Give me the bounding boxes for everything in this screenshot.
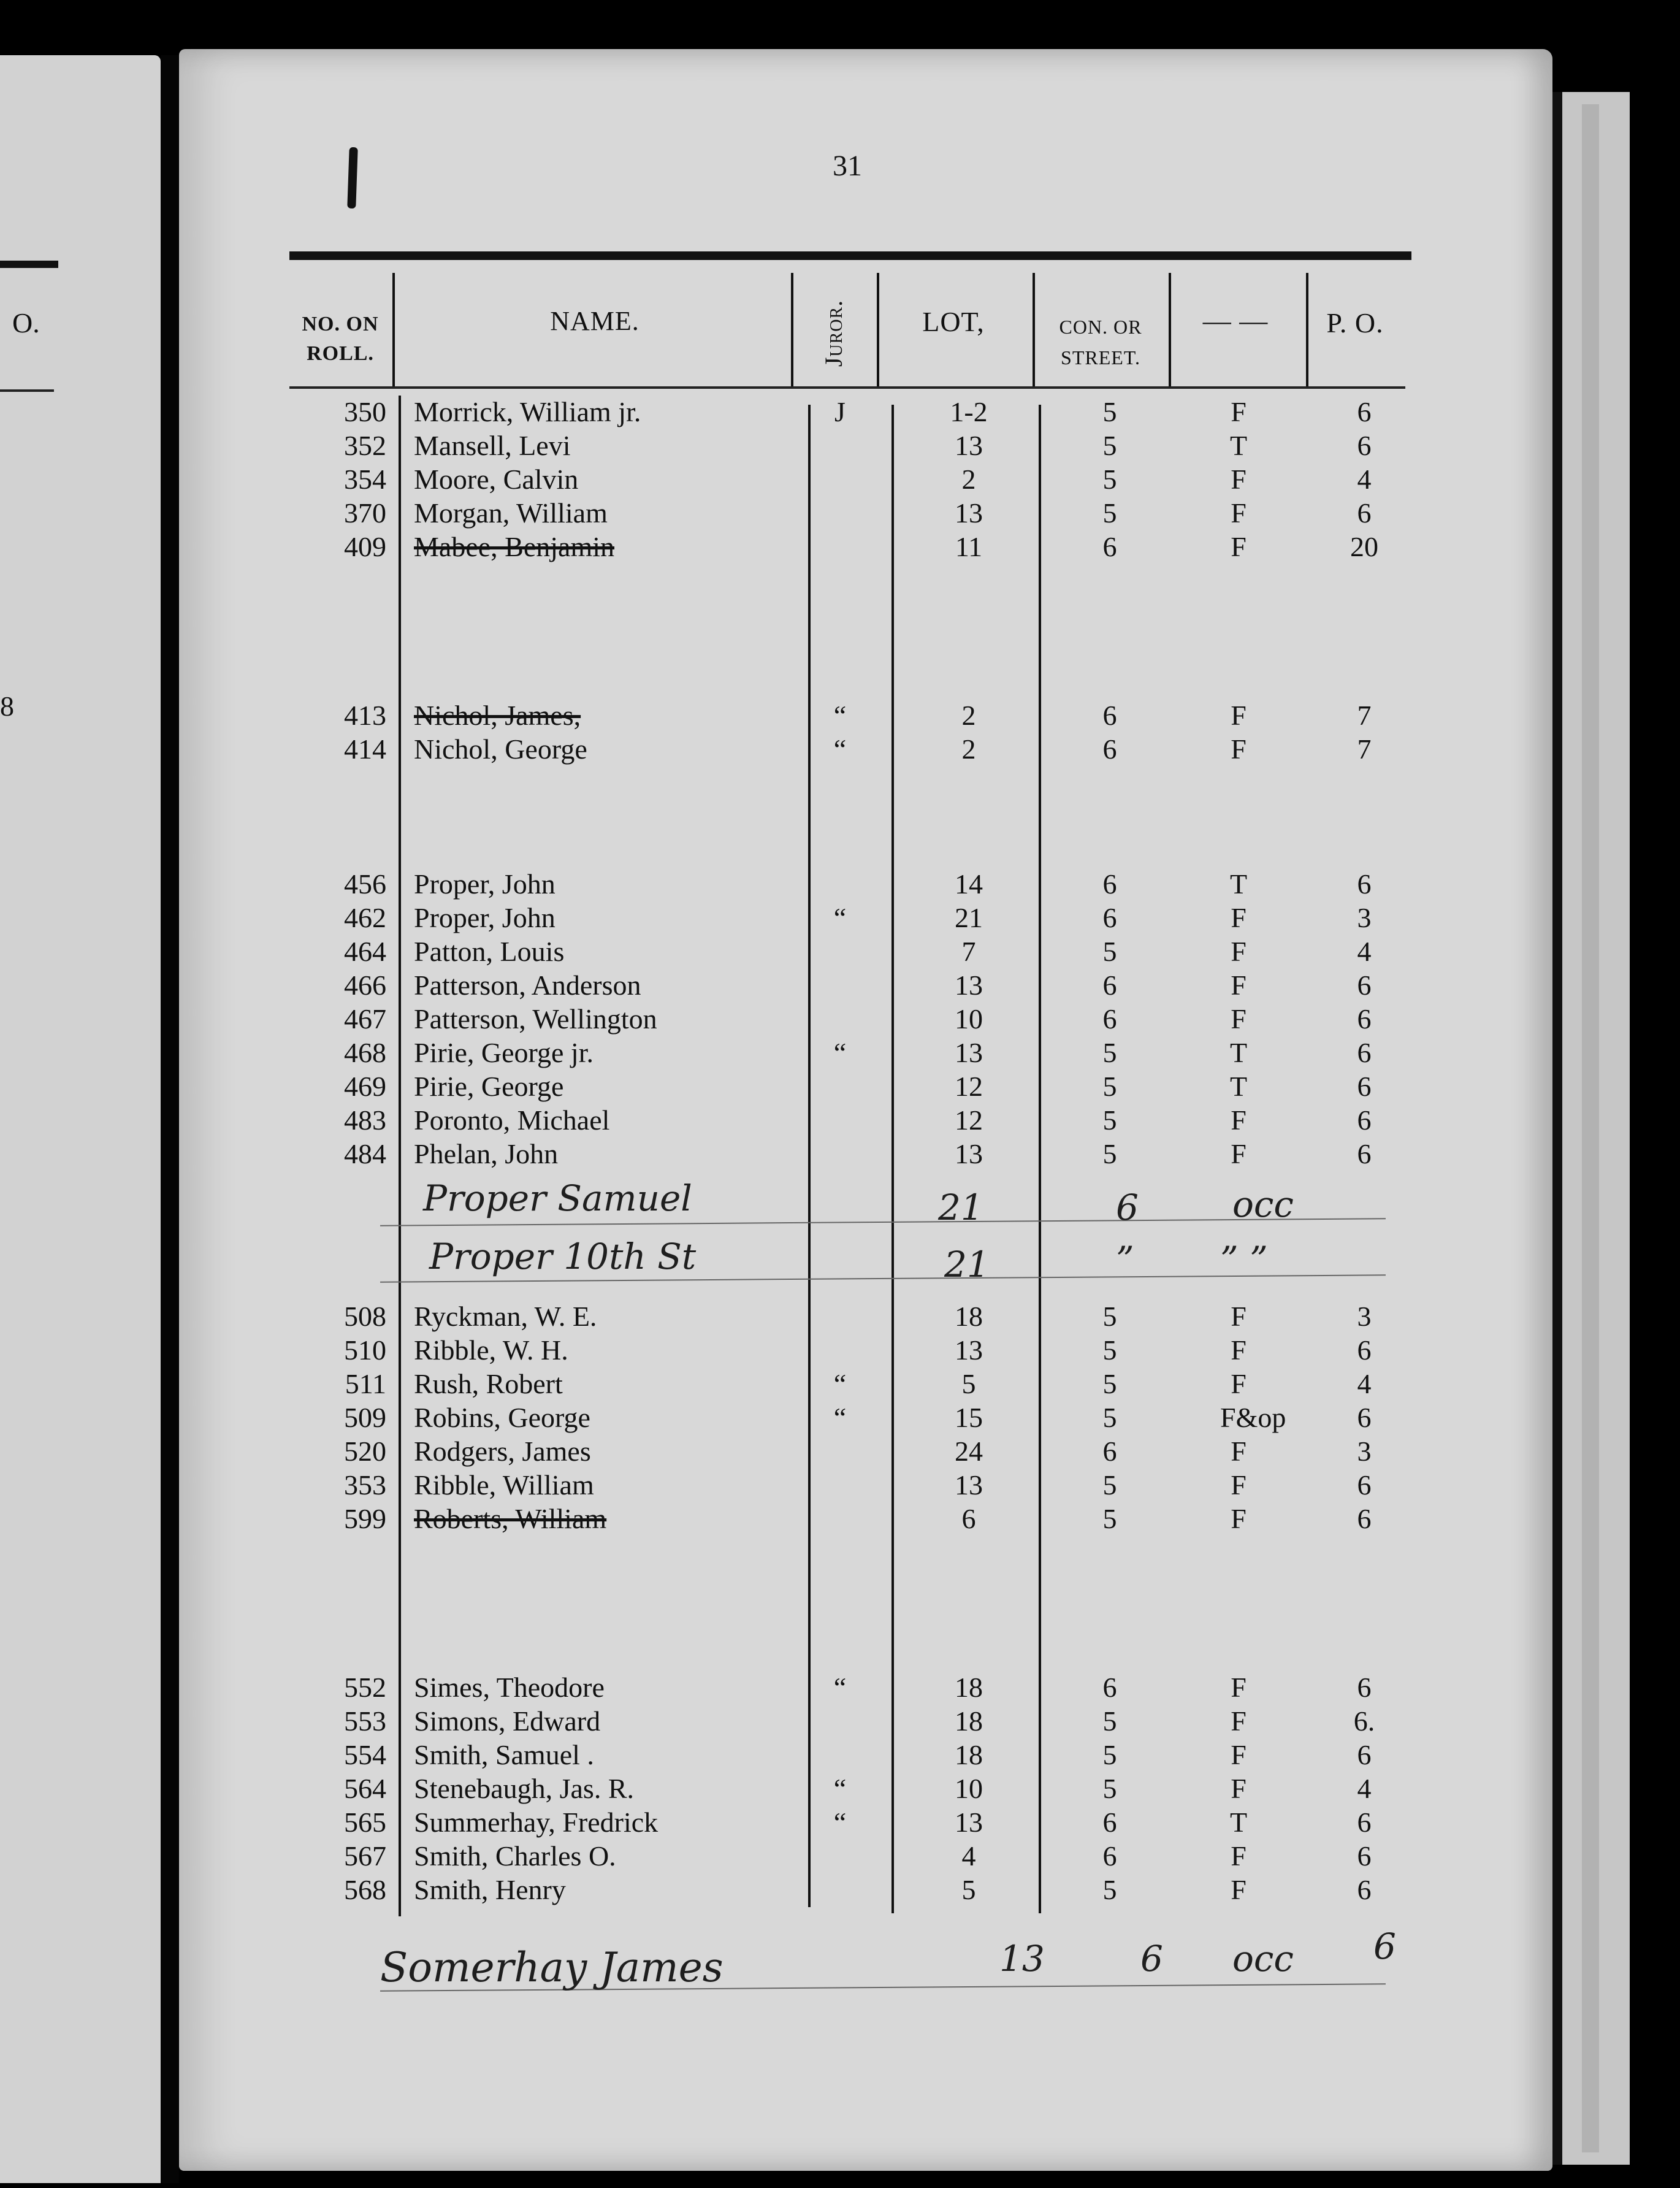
row-name: Phelan, John	[414, 1138, 559, 1169]
handwritten-con: ”	[1116, 1239, 1134, 1280]
row-lot: 18	[955, 1301, 983, 1332]
row-name: Pirie, George	[414, 1071, 564, 1102]
row-name: Morgan, William	[414, 497, 608, 529]
row-name: Proper, John	[414, 902, 556, 933]
row-con-or-street: 5	[1102, 1071, 1117, 1102]
row-roll-number: 508	[344, 1301, 386, 1332]
handwritten-type: occ	[1232, 1938, 1294, 1980]
table-row	[0, 396, 1680, 429]
row-name: Rodgers, James	[414, 1436, 591, 1467]
row-post-office: 6	[1357, 1138, 1372, 1169]
row-name: Mabee, Benjamin	[414, 531, 615, 562]
row-lot: 21	[955, 902, 983, 933]
row-post-office: 6	[1357, 1334, 1372, 1366]
row-roll-number: 353	[344, 1469, 386, 1501]
table-row	[0, 1806, 1680, 1839]
row-post-office: 4	[1357, 936, 1372, 967]
row-roll-number: 350	[344, 396, 386, 427]
row-juror-mark: “	[833, 700, 847, 731]
row-tenure: F	[1231, 902, 1247, 933]
table-row	[0, 901, 1680, 935]
row-lot: 13	[955, 1138, 983, 1169]
row-name: Smith, Samuel .	[414, 1739, 594, 1770]
row-roll-number: 414	[344, 733, 386, 765]
row-post-office: 6	[1357, 430, 1372, 461]
row-post-office: 4	[1357, 1773, 1372, 1804]
row-roll-number: 565	[344, 1807, 386, 1838]
handwritten-name: Proper Samuel	[423, 1177, 692, 1219]
row-name: Roberts, William	[414, 1503, 607, 1534]
row-name: Nichol, James,	[414, 700, 581, 731]
row-name: Smith, Charles O.	[414, 1840, 616, 1872]
column-divider	[392, 273, 395, 386]
row-lot: 2	[961, 733, 976, 765]
row-name: Nichol, George	[414, 733, 587, 765]
row-con-or-street: 5	[1102, 464, 1117, 495]
row-tenure: T	[1229, 1071, 1248, 1102]
row-name: Patton, Louis	[414, 936, 565, 967]
table-row	[0, 1070, 1680, 1103]
row-roll-number: 409	[344, 531, 386, 562]
row-lot: 18	[955, 1672, 983, 1703]
table-row	[0, 1469, 1680, 1502]
header-lot: LOT,	[922, 306, 985, 337]
row-con-or-street: 5	[1102, 1138, 1117, 1169]
row-name: Ribble, W. H.	[414, 1334, 568, 1366]
row-lot: 14	[955, 868, 983, 900]
row-con-or-street: 6	[1102, 902, 1117, 933]
row-roll-number: 483	[344, 1104, 386, 1136]
row-juror-mark: “	[833, 902, 847, 933]
row-name: Pirie, George jr.	[414, 1037, 594, 1068]
row-con-or-street: 6	[1102, 531, 1117, 562]
row-tenure: F	[1231, 1003, 1247, 1035]
row-roll-number: 370	[344, 497, 386, 529]
table-row	[0, 868, 1680, 901]
header-post-office: P. O.	[1326, 307, 1384, 339]
row-post-office: 6	[1357, 1071, 1372, 1102]
table-row	[0, 1036, 1680, 1069]
row-tenure: F	[1231, 1334, 1247, 1366]
row-tenure: F	[1231, 1138, 1247, 1169]
handwritten-con: 6	[1140, 1938, 1163, 1980]
row-con-or-street: 5	[1102, 1874, 1117, 1905]
row-tenure: F	[1231, 1436, 1247, 1467]
left-page-rule	[0, 261, 58, 268]
table-row	[0, 935, 1680, 968]
row-con-or-street: 5	[1102, 1773, 1117, 1804]
row-lot: 13	[955, 1334, 983, 1366]
handwritten-lot: 21	[944, 1244, 990, 1285]
row-con-or-street: 6	[1102, 1672, 1117, 1703]
row-tenure: F	[1231, 1503, 1247, 1534]
row-lot: 2	[961, 700, 976, 731]
row-tenure: T	[1229, 1807, 1248, 1838]
row-juror-mark: J	[834, 396, 846, 427]
row-roll-number: 520	[344, 1436, 386, 1467]
header-dash: — —	[1202, 305, 1269, 336]
header-juror	[791, 299, 877, 367]
header-con-or-street: CON. OR STREET.	[1059, 316, 1142, 369]
row-name: Poronto, Michael	[414, 1104, 610, 1136]
row-lot: 10	[955, 1003, 983, 1035]
table-row	[0, 1401, 1680, 1434]
row-tenure: F&op	[1220, 1402, 1286, 1433]
row-name: Simons, Edward	[414, 1705, 601, 1737]
row-tenure: T	[1229, 1037, 1248, 1068]
table-row	[0, 497, 1680, 530]
row-roll-number: 511	[345, 1368, 386, 1399]
row-roll-number: 467	[344, 1003, 386, 1035]
row-roll-number: 464	[344, 936, 386, 967]
row-tenure: F	[1231, 1874, 1247, 1905]
row-con-or-street: 6	[1102, 1807, 1117, 1838]
row-name: Robins, George	[414, 1402, 590, 1433]
table-row	[0, 463, 1680, 496]
row-lot: 11	[955, 531, 983, 562]
row-post-office: 7	[1357, 733, 1372, 765]
left-page-fragment-o: O.	[12, 307, 40, 339]
row-roll-number: 510	[344, 1334, 386, 1366]
row-lot: 18	[955, 1705, 983, 1737]
left-page-fragment-8: 8	[0, 690, 14, 722]
table-row	[0, 1873, 1680, 1907]
row-name: Stenebaugh, Jas. R.	[414, 1773, 635, 1804]
row-con-or-street: 5	[1102, 1705, 1117, 1737]
row-lot: 10	[955, 1773, 983, 1804]
row-tenure: F	[1231, 1739, 1247, 1770]
row-post-office: 6	[1357, 1672, 1372, 1703]
row-tenure: F	[1231, 1301, 1247, 1332]
header-juror-label: Juror.	[820, 299, 848, 367]
row-lot: 15	[955, 1402, 983, 1433]
row-name: Proper, John	[414, 868, 556, 900]
row-tenure: F	[1231, 464, 1247, 495]
row-juror-mark: “	[833, 1402, 847, 1433]
row-con-or-street: 6	[1102, 733, 1117, 765]
table-row	[0, 1739, 1680, 1772]
row-tenure: F	[1231, 1705, 1247, 1737]
row-name: Simes, Theodore	[414, 1672, 605, 1703]
row-tenure: F	[1231, 1368, 1247, 1399]
row-lot: 12	[955, 1104, 983, 1136]
row-post-office: 3	[1357, 1436, 1372, 1467]
row-roll-number: 552	[344, 1672, 386, 1703]
row-juror-mark: “	[833, 733, 847, 765]
row-lot: 13	[955, 1037, 983, 1068]
row-roll-number: 354	[344, 464, 386, 495]
table-row	[0, 969, 1680, 1002]
row-con-or-street: 5	[1102, 1469, 1117, 1501]
row-lot: 6	[961, 1503, 976, 1534]
row-lot: 24	[955, 1436, 983, 1467]
row-con-or-street: 6	[1102, 868, 1117, 900]
row-lot: 12	[955, 1071, 983, 1102]
row-juror-mark: “	[833, 1037, 847, 1068]
row-con-or-street: 5	[1102, 1368, 1117, 1399]
row-post-office: 6	[1357, 970, 1372, 1001]
row-con-or-street: 6	[1102, 1003, 1117, 1035]
table-row	[0, 1003, 1680, 1036]
row-name: Mansell, Levi	[414, 430, 571, 461]
row-lot: 13	[955, 497, 983, 529]
row-lot: 5	[961, 1874, 976, 1905]
row-tenure: F	[1231, 396, 1247, 427]
row-tenure: F	[1231, 700, 1247, 731]
row-roll-number: 599	[344, 1503, 386, 1534]
row-name: Ryckman, W. E.	[414, 1301, 597, 1332]
handwritten-type: ” ”	[1220, 1239, 1268, 1280]
row-name: Summerhay, Fredrick	[414, 1807, 659, 1838]
row-tenure: F	[1231, 1104, 1247, 1136]
row-post-office: 4	[1357, 464, 1372, 495]
header-bottom-rule	[289, 386, 1405, 389]
row-tenure: T	[1229, 868, 1248, 900]
row-post-office: 6	[1357, 1874, 1372, 1905]
row-roll-number: 468	[344, 1037, 386, 1068]
row-tenure: T	[1229, 430, 1248, 461]
row-tenure: F	[1231, 936, 1247, 967]
handwritten-name: Somerhay James	[380, 1944, 724, 1991]
row-roll-number: 352	[344, 430, 386, 461]
row-lot: 1-2	[950, 396, 988, 427]
row-lot: 13	[955, 1469, 983, 1501]
row-juror-mark: “	[833, 1672, 847, 1703]
table-row	[0, 699, 1680, 732]
row-con-or-street: 6	[1102, 1840, 1117, 1872]
row-con-or-street: 5	[1102, 396, 1117, 427]
row-tenure: F	[1231, 1773, 1247, 1804]
row-roll-number: 567	[344, 1840, 386, 1872]
row-post-office: 6	[1357, 497, 1372, 529]
row-lot: 13	[955, 1807, 983, 1838]
row-tenure: F	[1231, 733, 1247, 765]
row-con-or-street: 5	[1102, 1503, 1117, 1534]
row-tenure: F	[1231, 1840, 1247, 1872]
row-roll-number: 466	[344, 970, 386, 1001]
row-post-office: 6	[1357, 1807, 1372, 1838]
table-row	[0, 1138, 1680, 1171]
row-post-office: 7	[1357, 700, 1372, 731]
row-lot: 18	[955, 1739, 983, 1770]
table-row	[0, 429, 1680, 462]
row-roll-number: 568	[344, 1874, 386, 1905]
table-row	[0, 1300, 1680, 1333]
handwritten-con: 6	[1116, 1187, 1139, 1228]
row-lot: 13	[955, 430, 983, 461]
row-con-or-street: 5	[1102, 1739, 1117, 1770]
row-con-or-street: 5	[1102, 1301, 1117, 1332]
left-page-rule-thin	[0, 389, 54, 392]
row-roll-number: 554	[344, 1739, 386, 1770]
table-row	[0, 1840, 1680, 1873]
row-post-office: 6.	[1353, 1705, 1375, 1737]
row-roll-number: 509	[344, 1402, 386, 1433]
row-con-or-street: 5	[1102, 1334, 1117, 1366]
row-post-office: 6	[1357, 1469, 1372, 1501]
table-row	[0, 530, 1680, 564]
row-post-office: 20	[1350, 531, 1378, 562]
row-name: Moore, Calvin	[414, 464, 579, 495]
header-name: NAME.	[550, 306, 640, 336]
row-con-or-street: 5	[1102, 1104, 1117, 1136]
row-post-office: 6	[1357, 1402, 1372, 1433]
table-row	[0, 1435, 1680, 1468]
row-con-or-street: 5	[1102, 497, 1117, 529]
row-post-office: 6	[1357, 868, 1372, 900]
table-row	[0, 1368, 1680, 1401]
handwritten-lot: 21	[938, 1187, 983, 1228]
row-tenure: F	[1231, 970, 1247, 1001]
row-post-office: 4	[1357, 1368, 1372, 1399]
row-con-or-street: 6	[1102, 700, 1117, 731]
row-tenure: F	[1231, 531, 1247, 562]
row-roll-number: 456	[344, 868, 386, 900]
row-roll-number: 413	[344, 700, 386, 731]
row-post-office: 6	[1357, 1503, 1372, 1534]
column-divider	[1033, 273, 1035, 386]
row-roll-number: 462	[344, 902, 386, 933]
row-roll-number: 484	[344, 1138, 386, 1169]
row-post-office: 6	[1357, 1104, 1372, 1136]
table-row	[0, 1104, 1680, 1137]
row-roll-number: 469	[344, 1071, 386, 1102]
row-con-or-street: 5	[1102, 1037, 1117, 1068]
row-juror-mark: “	[833, 1368, 847, 1399]
row-name: Morrick, William jr.	[414, 396, 641, 427]
handwritten-type: occ	[1232, 1184, 1294, 1225]
row-con-or-street: 5	[1102, 1402, 1117, 1433]
table-row	[0, 1671, 1680, 1704]
table-row	[0, 1772, 1680, 1805]
row-name: Rush, Robert	[414, 1368, 563, 1399]
row-post-office: 6	[1357, 396, 1372, 427]
row-post-office: 3	[1357, 902, 1372, 933]
row-juror-mark: “	[833, 1807, 847, 1838]
row-con-or-street: 5	[1102, 430, 1117, 461]
row-lot: 2	[961, 464, 976, 495]
row-post-office: 6	[1357, 1739, 1372, 1770]
row-tenure: F	[1231, 1672, 1247, 1703]
table-row	[0, 733, 1680, 766]
table-row	[0, 1705, 1680, 1738]
row-post-office: 6	[1357, 1840, 1372, 1872]
row-con-or-street: 5	[1102, 936, 1117, 967]
row-name: Patterson, Anderson	[414, 970, 641, 1001]
row-con-or-street: 6	[1102, 970, 1117, 1001]
row-lot: 13	[955, 970, 983, 1001]
row-roll-number: 564	[344, 1773, 386, 1804]
row-con-or-street: 6	[1102, 1436, 1117, 1467]
table-row	[0, 1502, 1680, 1536]
handwritten-lot: 13	[999, 1938, 1045, 1980]
row-tenure: F	[1231, 1469, 1247, 1501]
header-top-rule	[289, 251, 1411, 260]
row-name: Patterson, Wellington	[414, 1003, 657, 1035]
row-lot: 4	[961, 1840, 976, 1872]
handwritten-name: Proper 10th St	[429, 1236, 697, 1277]
row-post-office: 6	[1357, 1003, 1372, 1035]
header-roll-number: NO. ON ROLL.	[302, 313, 379, 365]
row-lot: 7	[961, 936, 976, 967]
page-number: 31	[833, 150, 862, 182]
row-name: Smith, Henry	[414, 1874, 566, 1905]
row-roll-number: 553	[344, 1705, 386, 1737]
row-name: Ribble, William	[414, 1469, 594, 1501]
row-post-office: 3	[1357, 1301, 1372, 1332]
row-lot: 5	[961, 1368, 976, 1399]
handwritten-po: 6	[1373, 1926, 1396, 1967]
row-juror-mark: “	[833, 1773, 847, 1804]
table-row	[0, 1334, 1680, 1367]
row-post-office: 6	[1357, 1037, 1372, 1068]
row-tenure: F	[1231, 497, 1247, 529]
